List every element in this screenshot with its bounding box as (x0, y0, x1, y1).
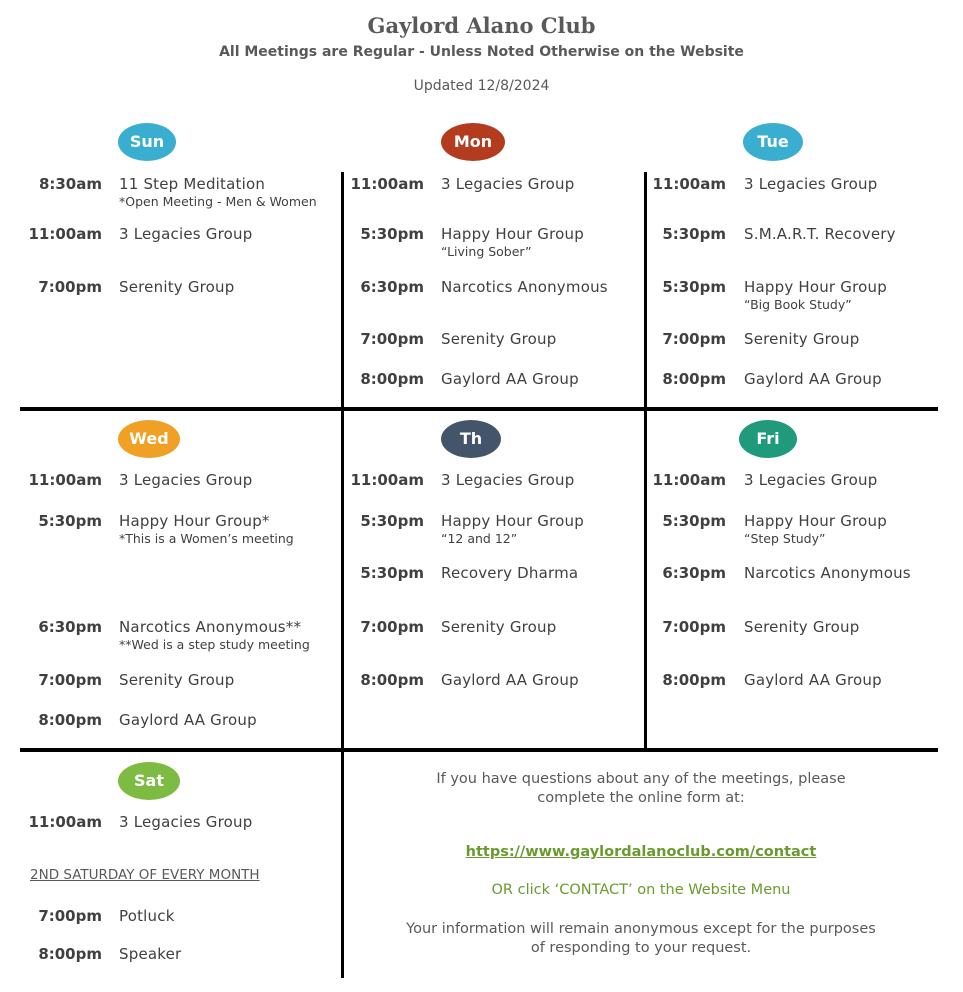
info-question-line2: complete the online form at: (537, 790, 745, 806)
day-badge-thu: Th (441, 420, 501, 458)
updated-date: Updated 12/8/2024 (413, 78, 550, 94)
meeting-time: 6:30pm (360, 278, 424, 296)
meeting-note: “12 and 12” (441, 531, 518, 546)
page-subtitle: All Meetings are Regular - Unless Noted Otherwise on the Website (219, 44, 744, 60)
meeting-time: 7:00pm (662, 618, 726, 636)
meeting-time: 11:00am (652, 471, 726, 489)
day-badge-tue: Tue (743, 123, 803, 161)
anonymity-note (346, 920, 936, 958)
meeting-note: **Wed is a step study meeting (119, 637, 310, 652)
meeting-name: Recovery Dharma (441, 564, 579, 582)
meeting-name: Potluck (119, 907, 175, 925)
day-badge-sat: Sat (118, 762, 180, 800)
day-badge-fri: Fri (739, 420, 797, 458)
meeting-time: 5:30pm (360, 225, 424, 243)
meeting-name: Gaylord AA Group (441, 671, 579, 689)
meeting-time: 7:00pm (38, 278, 102, 296)
meeting-note: *Open Meeting - Men & Women (119, 194, 317, 209)
meeting-time: 11:00am (28, 471, 102, 489)
meeting-name: Happy Hour Group (744, 512, 887, 530)
meeting-note: *This is a Women’s meeting (119, 531, 294, 546)
meeting-name: 11 Step Meditation (119, 175, 266, 193)
meeting-name: 3 Legacies Group (119, 813, 253, 831)
meeting-note: “Step Study” (744, 531, 826, 546)
divider-horizontal-1 (20, 407, 938, 411)
meeting-name: Serenity Group (441, 618, 557, 636)
meeting-time: 8:00pm (662, 671, 726, 689)
meeting-time: 6:30pm (38, 618, 102, 636)
meeting-note: “Living Sober” (441, 244, 532, 259)
meeting-name: Speaker (119, 945, 182, 963)
meeting-name: 3 Legacies Group (441, 175, 575, 193)
meeting-name: Happy Hour Group (744, 278, 887, 296)
meeting-time: 8:00pm (360, 370, 424, 388)
meeting-name: Serenity Group (744, 330, 860, 348)
meeting-time: 8:00pm (38, 711, 102, 729)
meeting-name: Narcotics Anonymous** (119, 618, 302, 636)
divider-vertical-2 (644, 172, 647, 750)
anonymity-line2: of responding to your request. (530, 940, 752, 956)
meeting-name: Serenity Group (744, 618, 860, 636)
page-title: Gaylord Alano Club (367, 13, 596, 38)
meeting-name: 3 Legacies Group (119, 471, 253, 489)
meeting-name: 3 Legacies Group (744, 175, 878, 193)
meeting-name: Narcotics Anonymous (441, 278, 608, 296)
meeting-time: 7:00pm (38, 907, 102, 925)
meeting-time: 5:30pm (38, 512, 102, 530)
or-click-text: OR click ‘CONTACT’ on the Website Menu (491, 882, 791, 898)
meeting-time: 6:30pm (662, 564, 726, 582)
info-question (346, 770, 936, 808)
meeting-time: 7:00pm (662, 330, 726, 348)
meeting-name: Serenity Group (119, 278, 235, 296)
meeting-name: Narcotics Anonymous (744, 564, 911, 582)
second-saturday-heading: 2ND SATURDAY OF EVERY MONTH (30, 867, 260, 883)
day-badge-mon: Mon (441, 123, 505, 161)
meeting-name: 3 Legacies Group (119, 225, 253, 243)
meeting-time: 5:30pm (662, 512, 726, 530)
meeting-name: Happy Hour Group* (119, 512, 270, 530)
meeting-name: Serenity Group (119, 671, 235, 689)
meeting-name: Gaylord AA Group (744, 671, 882, 689)
meeting-time: 11:00am (350, 175, 424, 193)
meeting-time: 7:00pm (360, 330, 424, 348)
contact-link[interactable]: https://www.gaylordalanoclub.com/contact (465, 844, 817, 860)
meeting-time: 7:00pm (38, 671, 102, 689)
meeting-time: 11:00am (652, 175, 726, 193)
day-badge-wed: Wed (118, 420, 180, 458)
meeting-time: 5:30pm (662, 225, 726, 243)
meeting-time: 5:30pm (360, 512, 424, 530)
info-question-line1: If you have questions about any of the meetings, please (436, 771, 846, 787)
meeting-time: 8:30am (38, 175, 102, 193)
meeting-name: Gaylord AA Group (744, 370, 882, 388)
meeting-time: 5:30pm (662, 278, 726, 296)
meeting-name: Serenity Group (441, 330, 557, 348)
meeting-name: Gaylord AA Group (441, 370, 579, 388)
meeting-name: Happy Hour Group (441, 225, 584, 243)
anonymity-line1: Your information will remain anonymous except for the purposes (406, 921, 876, 937)
meeting-time: 8:00pm (662, 370, 726, 388)
meeting-time: 11:00am (350, 471, 424, 489)
meeting-time: 11:00am (28, 813, 102, 831)
meeting-time: 8:00pm (360, 671, 424, 689)
meeting-time: 7:00pm (360, 618, 424, 636)
meeting-time: 5:30pm (360, 564, 424, 582)
meeting-time: 8:00pm (38, 945, 102, 963)
meeting-name: 3 Legacies Group (441, 471, 575, 489)
meeting-name: Happy Hour Group (441, 512, 584, 530)
contact-link-wrap (346, 843, 936, 862)
meeting-name: 3 Legacies Group (744, 471, 878, 489)
day-badge-sun: Sun (118, 123, 176, 161)
meeting-name: S.M.A.R.T. Recovery (744, 225, 896, 243)
divider-horizontal-2 (20, 748, 938, 752)
meeting-name: Gaylord AA Group (119, 711, 257, 729)
meeting-note: “Big Book Study” (744, 297, 852, 312)
meeting-time: 11:00am (28, 225, 102, 243)
